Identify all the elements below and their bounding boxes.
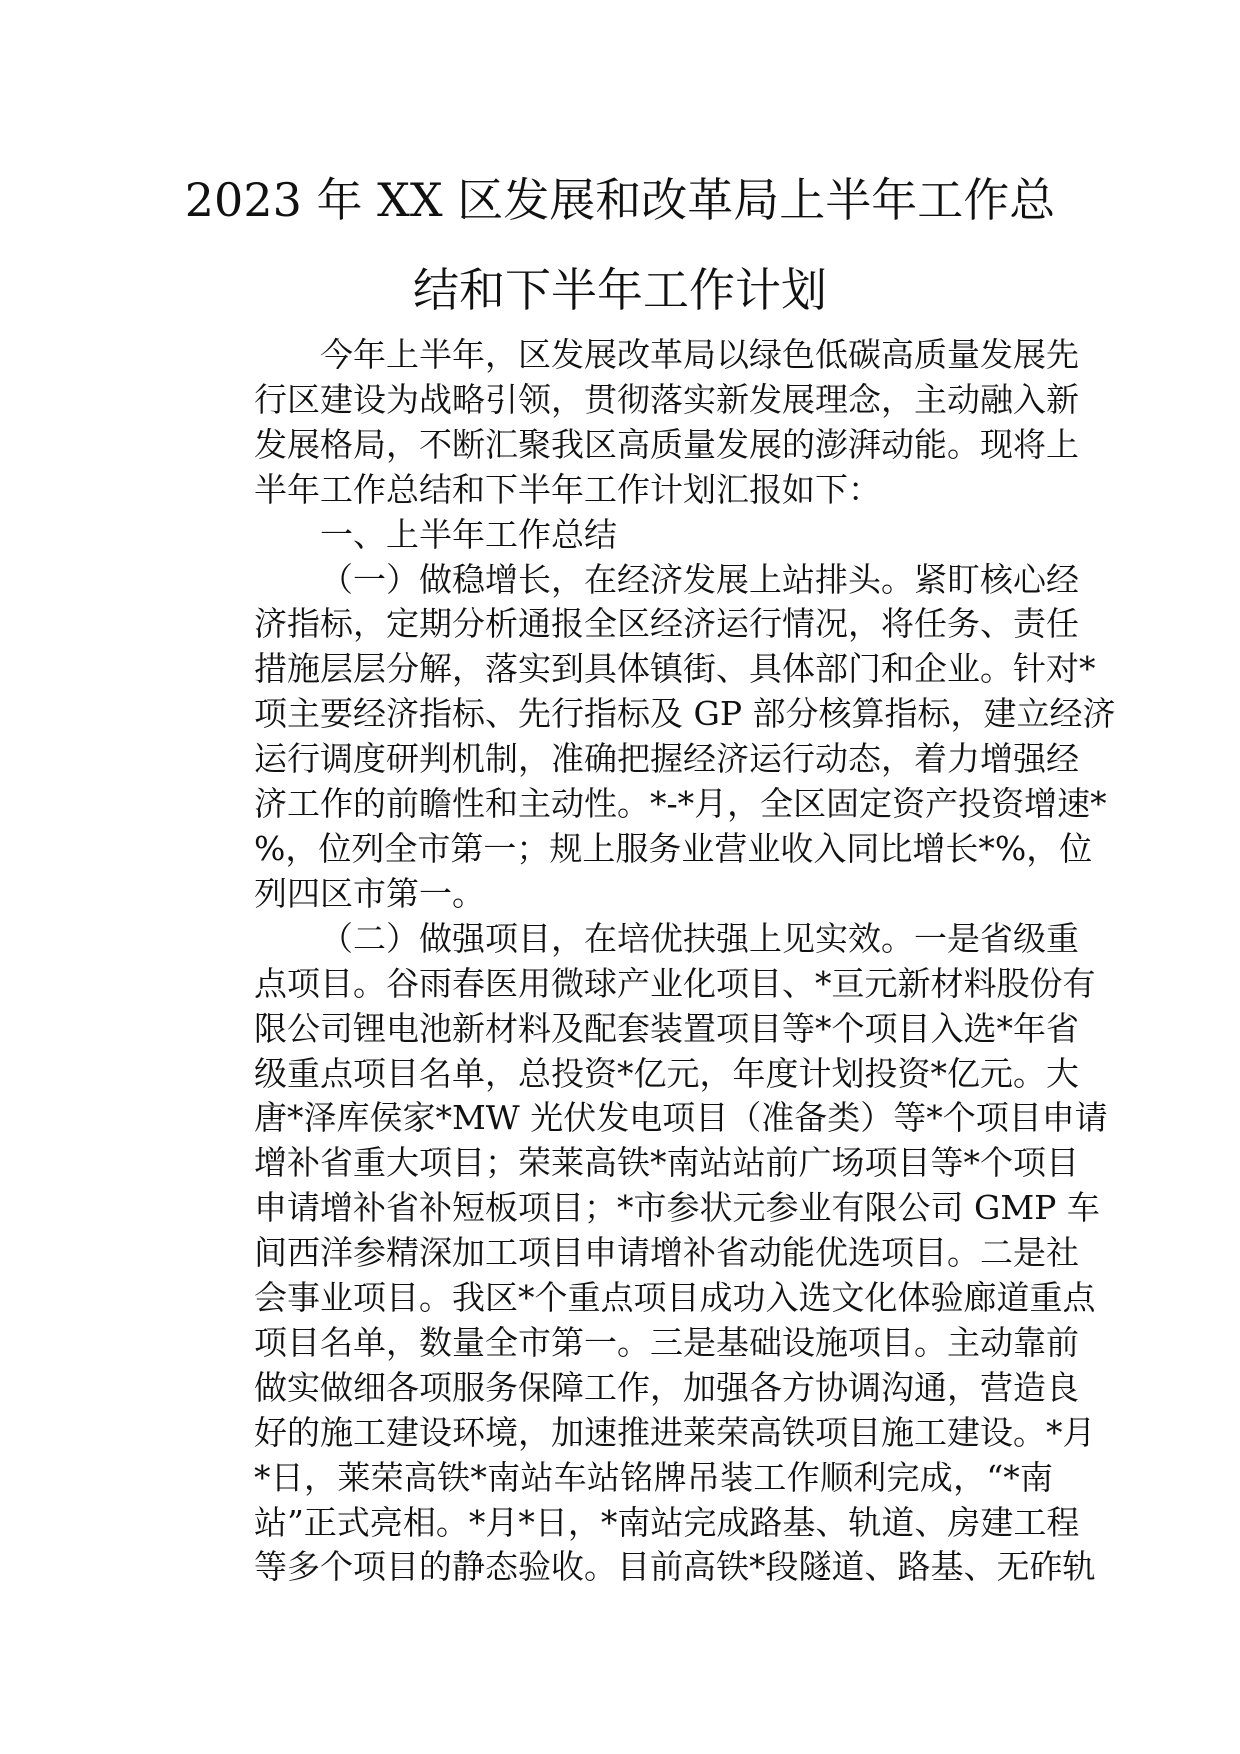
- document-body: [188, 333, 1116, 1590]
- text-line: 济工作的前瞻性和主动性。*-*月，全区固定资产投资增速*: [254, 784, 1107, 824]
- item-2-paragraph: [188, 917, 1108, 1591]
- text-line: 等多个项目的静态验收。目前高铁*段隧道、路基、无砟轨: [254, 1547, 1096, 1587]
- text-line: 限公司锂电池新材料及配套装置项目等*个项目入选*年省: [254, 1008, 1079, 1048]
- text-line: 济指标，定期分析通报全区经济运行情况，将任务、责任: [254, 604, 1079, 644]
- text-line: 间西洋参精深加工项目申请增补省动能优选项目。二是社: [254, 1233, 1079, 1273]
- text-line: 申请增补省补短板项目；*市参状元参业有限公司 GMP 车: [254, 1188, 1100, 1228]
- document-title-line-1: 2023 年 XX 区发展和改革局上半年工作总: [184, 173, 1056, 227]
- text-line: 级重点项目名单，总投资*亿元，年度计划投资*亿元。大: [254, 1053, 1079, 1093]
- text-line: 会事业项目。我区*个重点项目成功入选文化体验廊道重点: [254, 1278, 1096, 1318]
- text-line: （二）做强项目，在培优扶强上见实效。一是省级重: [320, 918, 1079, 958]
- text-line: 行区建设为战略引领，贯彻落实新发展理念，主动融入新: [254, 379, 1079, 419]
- text-line: 站”正式亮相。*月*日，*南站完成路基、轨道、房建工程: [254, 1502, 1080, 1542]
- text-line: 增补省重大项目；荣莱高铁*南站站前广场项目等*个项目: [254, 1143, 1079, 1183]
- text-line: 点项目。谷雨春医用微球产业化项目、*亘元新材料股份有: [254, 963, 1096, 1003]
- text-line: 列四区市第一。: [254, 873, 485, 913]
- text-line: 今年上半年，区发展改革局以绿色低碳高质量发展先: [320, 335, 1079, 374]
- text-line: 半年工作总结和下半年工作计划汇报如下：: [254, 469, 881, 509]
- text-line: %，位列全市第一；规上服务业营业收入同比增长*%，位: [254, 828, 1093, 868]
- text-line: 做实做细各项服务保障工作，加强各方协调沟通，营造良: [254, 1367, 1079, 1407]
- text-line: 措施层层分解，落实到具体镇街、具体部门和企业。针对*: [254, 649, 1096, 689]
- section-heading: [188, 513, 1053, 558]
- text-line: *日，莱荣高铁*南站车站铭牌吊装工作顺利完成，“*南: [254, 1457, 1053, 1497]
- item-1-paragraph: [188, 558, 1116, 917]
- text-line: 项主要经济指标、先行指标及 GP 部分核算指标，建立经济: [254, 694, 1116, 734]
- intro-paragraph: [188, 333, 1079, 513]
- document-title-line-2: 结和下半年工作计划: [413, 263, 827, 317]
- text-line: 运行调度研判机制，准确把握经济运行动态，着力增强经: [254, 739, 1079, 779]
- text-line: 一、上半年工作总结: [320, 514, 617, 554]
- text-line: 发展格局，不断汇聚我区高质量发展的澎湃动能。现将上: [254, 424, 1079, 464]
- text-line: 好的施工建设环境，加速推进莱荣高铁项目施工建设。*月: [254, 1412, 1096, 1452]
- text-line: （一）做稳增长，在经济发展上站排头。紧盯核心经: [320, 559, 1079, 599]
- text-line: 唐*泽库侯家*MW 光伏发电项目（准备类）等*个项目申请: [254, 1098, 1108, 1138]
- text-line: 项目名单，数量全市第一。三是基础设施项目。主动靠前: [254, 1322, 1079, 1362]
